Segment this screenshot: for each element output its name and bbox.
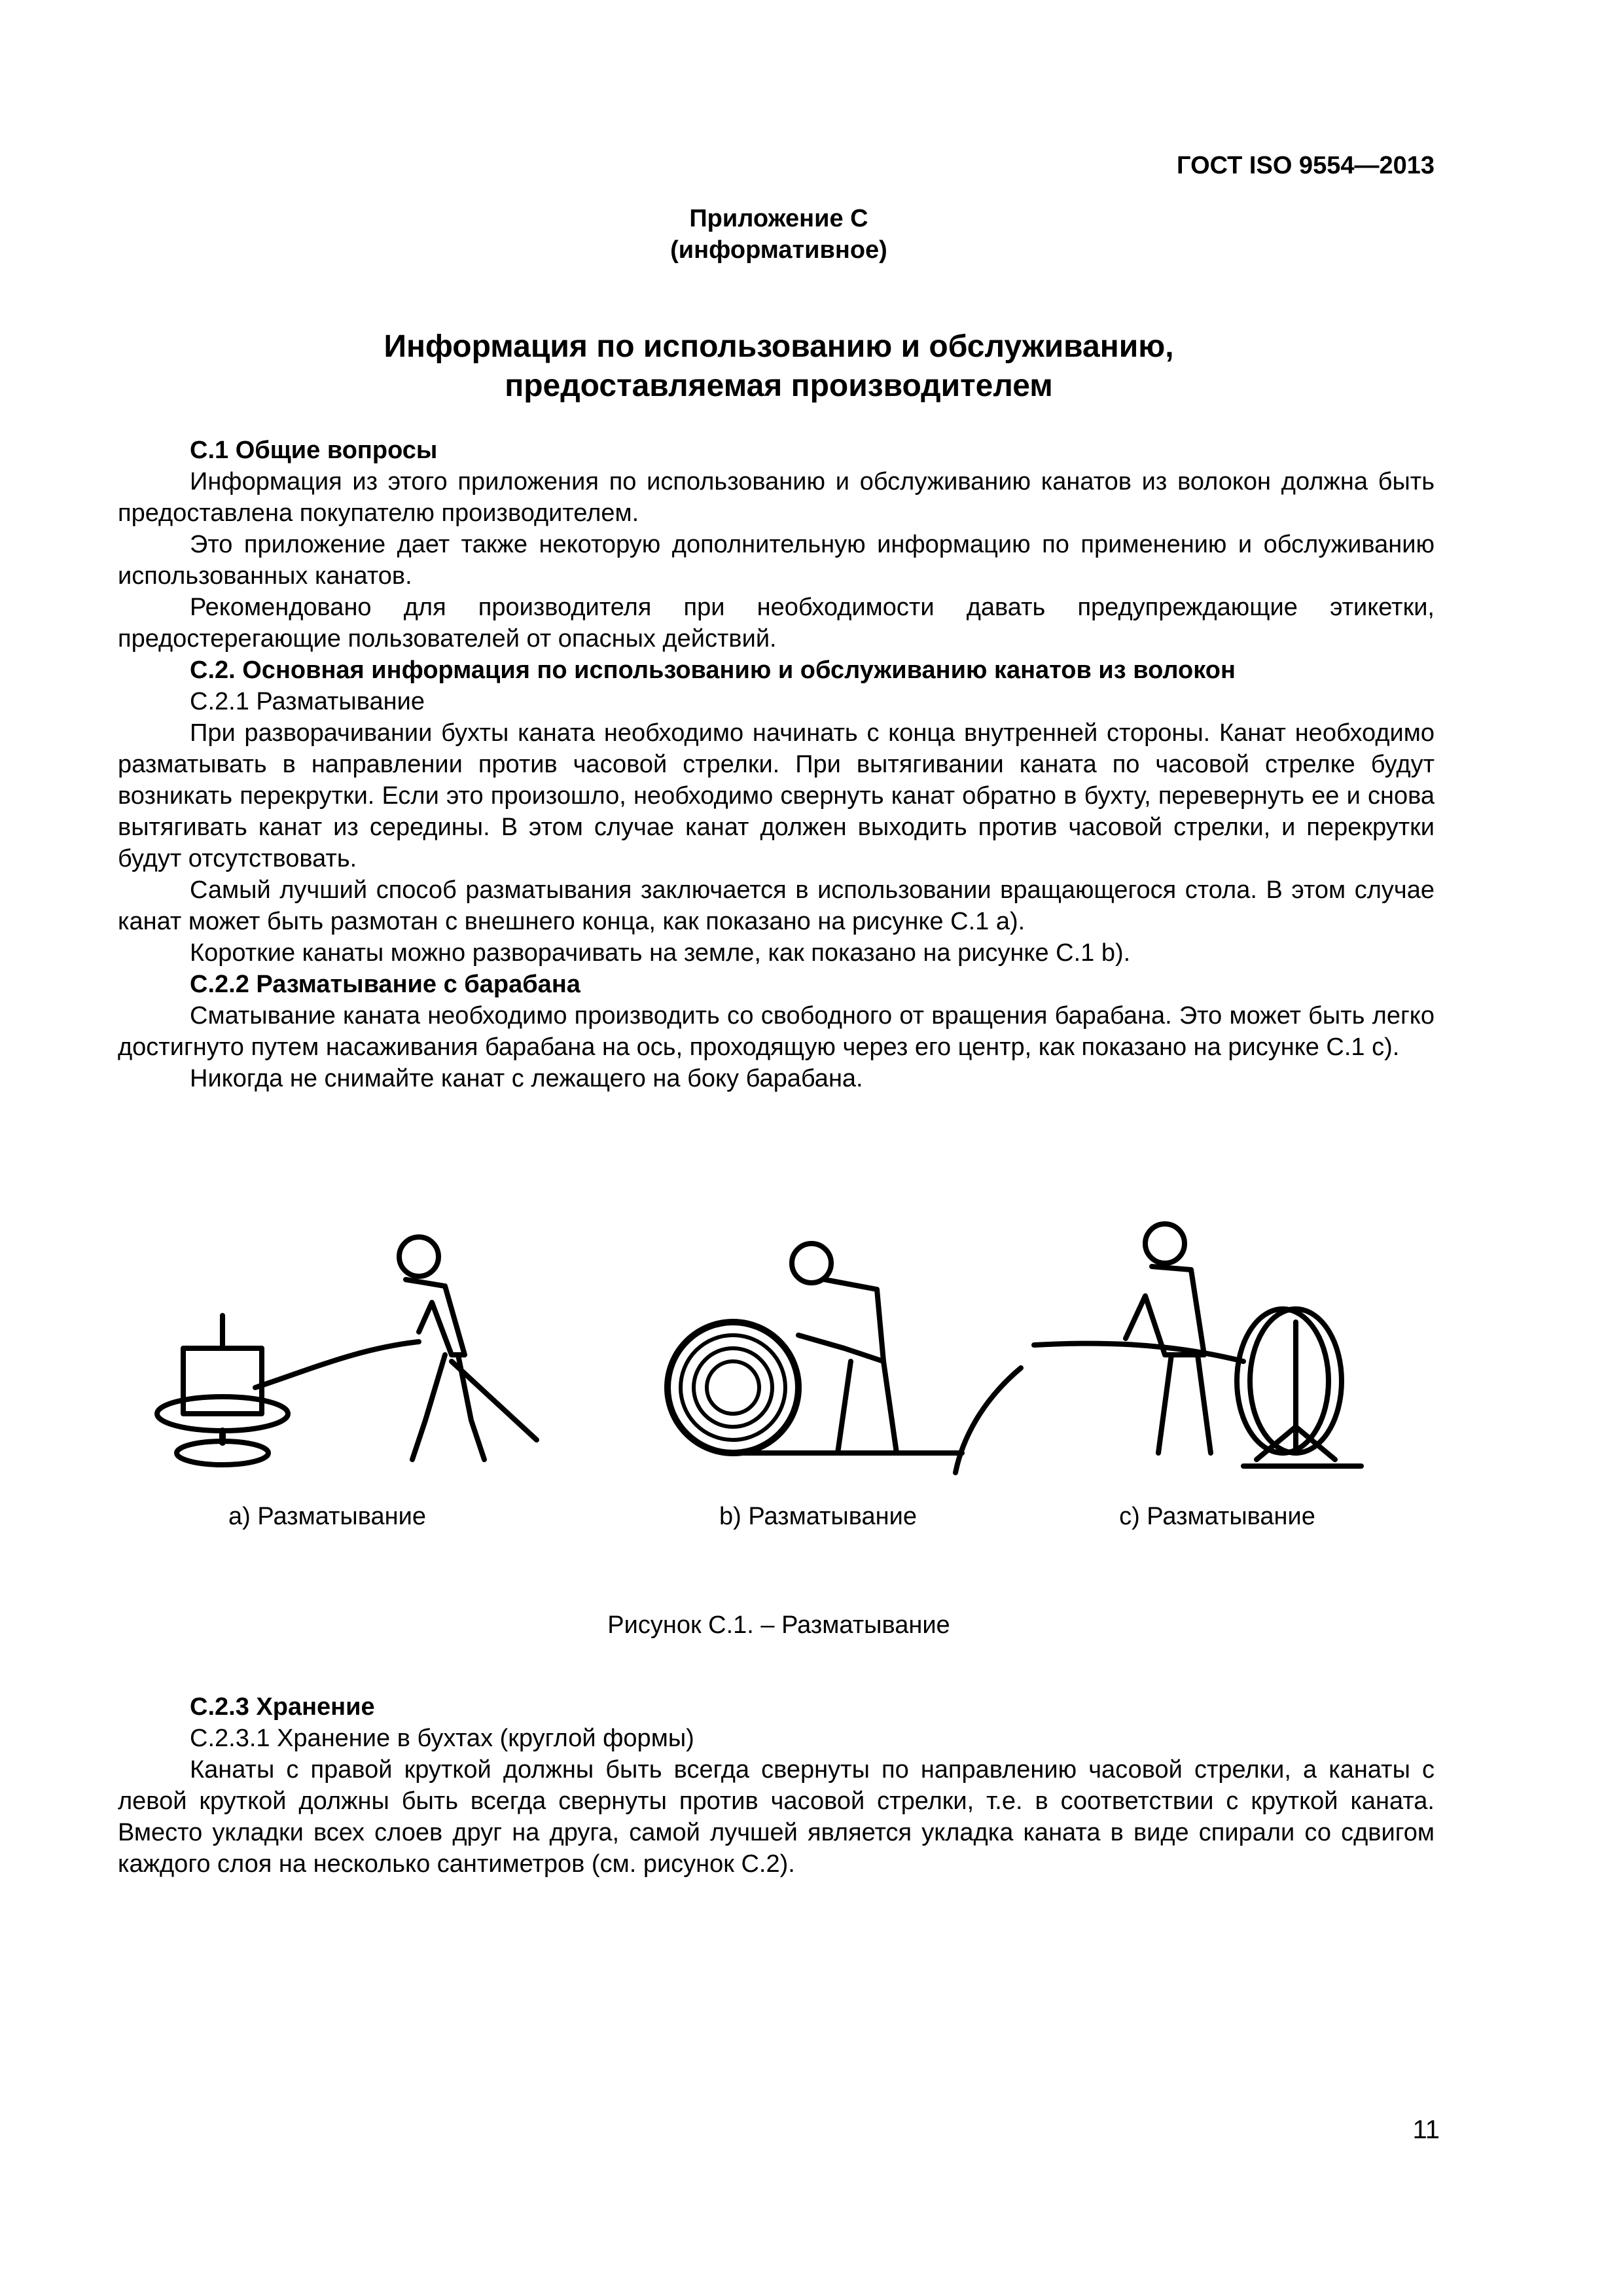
subsection-heading: С.2.3 Хранение — [190, 1693, 375, 1721]
title-line-1: Информация по использованию и обслуживанию, — [383, 329, 1174, 364]
worker-figure-a — [399, 1237, 537, 1460]
annex-label: Приложение С — [689, 205, 868, 232]
annex-type: (информативное) — [670, 236, 887, 264]
paragraph: Никогда не снимайте канат с лежащего на боку барабана. — [190, 1065, 863, 1092]
paragraph: Это приложение дает также некоторую дополнительную информацию по применению и обслуживанию использованных канатов. — [118, 531, 1435, 590]
subsection-heading: С.2.2 Разматывание с барабана — [190, 971, 580, 998]
document-number: ГОСТ ISO 9554—2013 — [1177, 152, 1435, 179]
page-title — [0, 327, 1558, 406]
annex-heading — [0, 203, 1558, 266]
figure-caption-a: а) Разматывание — [228, 1503, 426, 1530]
section-heading: С.2. Основная информация по использованию и обслуживанию канатов из волокон — [190, 656, 1236, 684]
body-section-2-3 — [118, 1691, 1435, 1880]
section-heading: С.1 Общие вопросы — [190, 437, 438, 464]
subsection-heading: С.2.3.1 Хранение в бухтах (круглой формы) — [190, 1725, 694, 1752]
paragraph: Информация из этого приложения по использованию и обслуживанию канатов из волокон должна быть предоставлена покупателю производителем. — [118, 468, 1435, 527]
paragraph: Самый лучший способ разматывания заключается в использовании вращающегося стола. В этом случае канат может быть размотан с внешнего конца, как показано на рисунке С.1 а). — [118, 876, 1435, 935]
worker-figure-b — [792, 1244, 897, 1453]
paragraph: Короткие канаты можно разворачивать на земле, как показано на рисунке С.1 b). — [190, 939, 1131, 967]
figure-caption-b: b) Разматывание — [719, 1503, 917, 1530]
illustration-drum-stand — [1034, 1309, 1361, 1466]
subsection-heading: С.2.1 Разматывание — [190, 688, 425, 715]
illustration-turntable — [157, 1316, 419, 1465]
figure-caption-c: с) Разматывание — [1119, 1503, 1315, 1530]
paragraph: Рекомендовано для производителя при необходимости давать предупреждающие этикетки, предостерегающие пользователей от опасных действий. — [118, 594, 1435, 653]
page-number: 11 — [1412, 2115, 1440, 2144]
figure-title: Рисунок С.1. – Разматывание — [607, 1611, 950, 1639]
figure-unwinding-illustration — [144, 1191, 1420, 1492]
body-section-1-2 — [118, 435, 1435, 1094]
title-line-2: предоставляемая производителем — [505, 368, 1053, 403]
paragraph: Канаты с правой круткой должны быть всегда свернуты по направлению часовой стрелки, а канаты с левой круткой должны быть всегда свернуты против часовой стрелки, т.е. в соответствии с круткой каната. Вместо укладки всех слоев друг на друга, самой лучшей является укладка каната в виде спирали со сдвигом каждого слоя на несколько сантиметров (см. рисунок С.2). — [118, 1756, 1435, 1878]
paragraph: При разворачивании бухты каната необходимо начинать с конца внутренней стороны. Канат необходимо разматывать в направлении против часовой стрелки. При вытягивании каната по часовой стрелке будут возникать перекрутки. Если это произошло, необходимо свернуть канат обратно в бухту, перевернуть ее и снова вытягивать канат из середины. В этом случае канат должен выходить против часовой стрелки, и перекрутки будут отсутствовать. — [118, 719, 1435, 872]
paragraph: Сматывание каната необходимо производить со свободного от вращения барабана. Это может быть легко достигнуто путем насаживания барабана на ось, проходящую через его центр, как показано на рисунке С.1 с). — [118, 1002, 1435, 1061]
